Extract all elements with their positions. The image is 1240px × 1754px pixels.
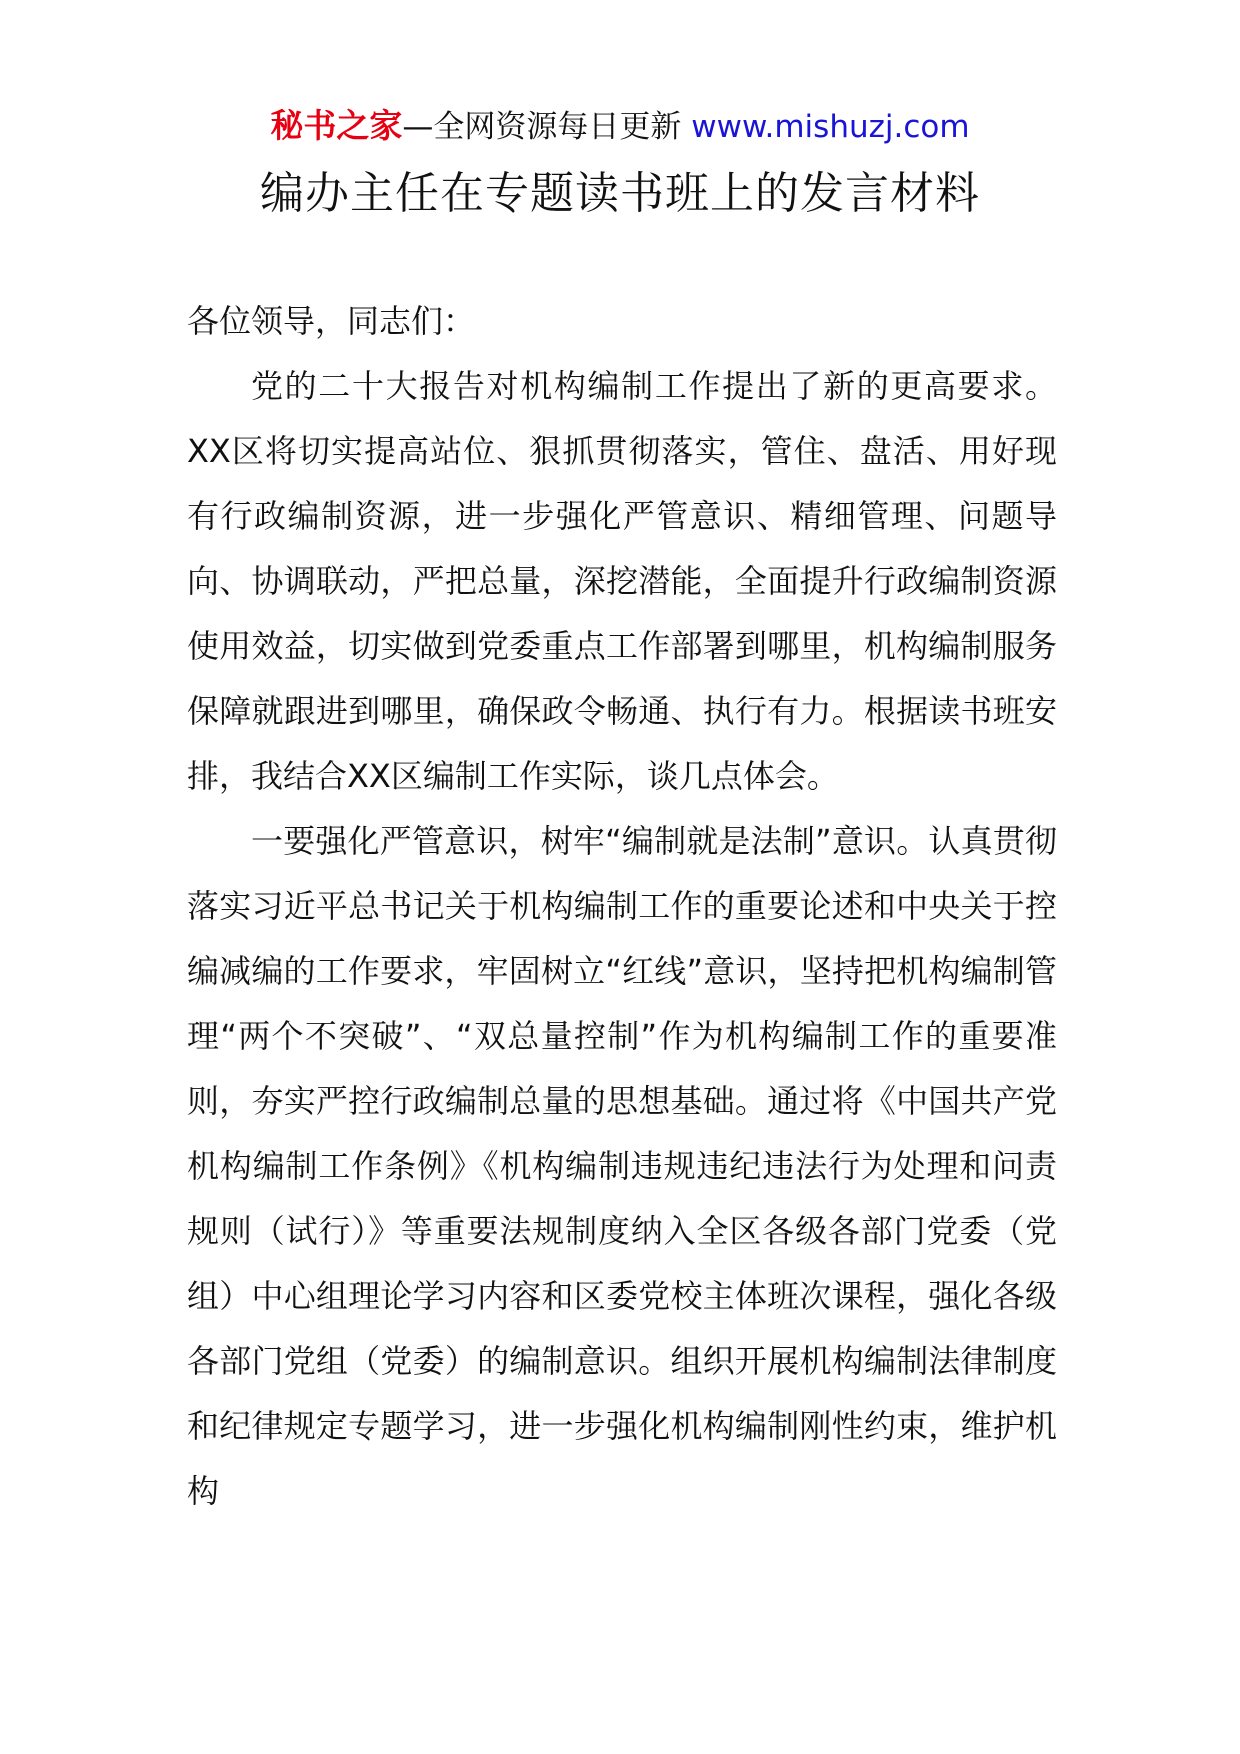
document-body bbox=[187, 289, 1057, 1524]
salutation: 各位领导，同志们： bbox=[187, 302, 476, 340]
paragraph-point-one: 一要强化严管意识，树牢“编制就是法制”意识。认真贯彻落实习近平总书记关于机构编制工作的重要论述和中央关于控编减编的工作要求，牢固树立“红线”意识，坚持把机构编制管理“两个不突破”、“双总量控制”作为机构编制工作的重要准则，夯实严控行政编制总量的思想基础。通过将《中国共产党机构编制工作条例》《机构编制违规违纪违法行为处理和问责规则（试行）》等重要法规制度纳入全区各级各部门党委（党组）中心组理论学习内容和区委党校主体班次课程，强化各级各部门党组（党委）的编制意识。组织开展机构编制法律制度和纪律规定专题学习，进一步强化机构编制刚性约束，维护机构 bbox=[187, 822, 1057, 1510]
site-header bbox=[0, 104, 1240, 149]
header-tagline: —全网资源每日更新 bbox=[402, 109, 692, 145]
site-url-link[interactable]: www.mishuzj.com bbox=[691, 109, 970, 145]
brand-name: 秘书之家 bbox=[270, 106, 403, 145]
document-title: 编办主任在专题读书班上的发言材料 bbox=[260, 168, 980, 219]
paragraph-intro: 党的二十大报告对机构编制工作提出了新的更高要求。XX区将切实提高站位、狠抓贯彻落实，管住、盘活、用好现有行政编制资源，进一步强化严管意识、精细管理、问题导向、协调联动，严把总量，深挖潜能，全面提升行政编制资源使用效益，切实做到党委重点工作部署到哪里，机构编制服务保障就跟进到哪里，确保政令畅通、执行有力。根据读书班安排，我结合XX区编制工作实际，谈几点体会。 bbox=[187, 367, 1057, 795]
